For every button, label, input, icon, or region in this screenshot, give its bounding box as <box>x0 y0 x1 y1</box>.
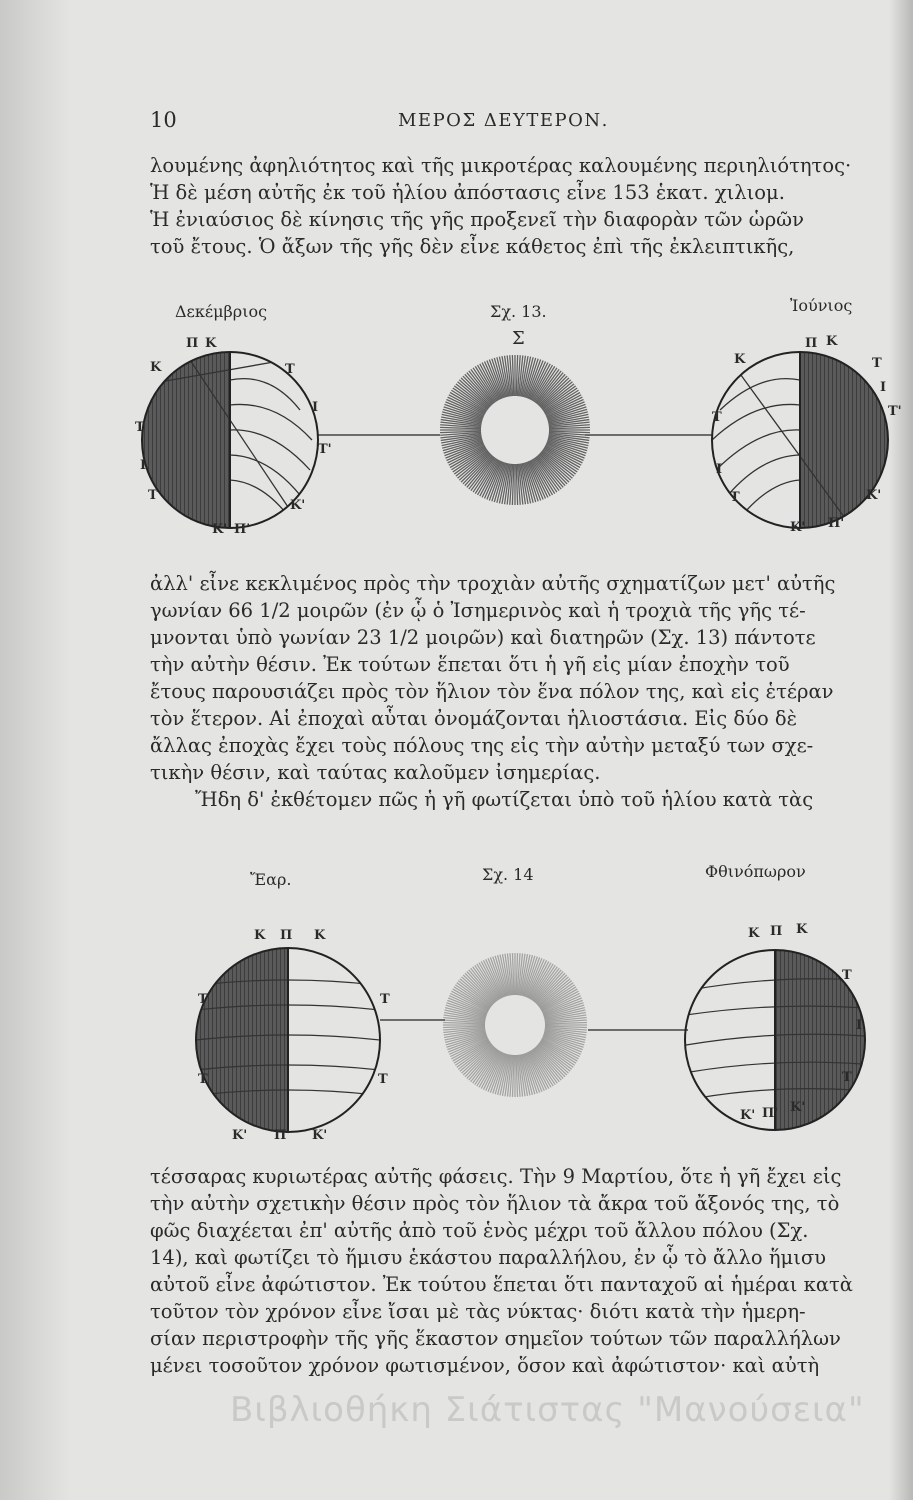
text-line: μνονται ὑπὸ γωνίαν 23 1/2 μοιρῶν) καὶ διατηρῶν (Σχ. 13) πάντοτε <box>150 626 816 649</box>
globe-label: Π' <box>274 1128 291 1143</box>
text-line: τέσσαρας κυριωτέρας αὐτῆς φάσεις. Τὴν 9 Μαρτίου, ὅτε ἡ γῆ ἔχει εἰς <box>150 1165 842 1188</box>
page-number: 10 <box>150 108 177 132</box>
globe-label: Ι <box>880 380 887 395</box>
globe-label: Ι <box>140 458 147 473</box>
globe-label: Π <box>805 336 818 351</box>
text-line: τὸν ἕτερον. Αἱ ἐποχαὶ αὗται ὀνομάζονται ἡλιοστάσια. Εἰς δύο δὲ <box>150 707 798 730</box>
globe-label: Π' <box>828 516 845 531</box>
globe-label: Π <box>770 924 783 939</box>
figure-13-right-label: Ἰούνιος <box>790 296 853 315</box>
globe-label: Π <box>186 336 199 351</box>
text-line: τὴν αὐτὴν σχετικὴν θέσιν πρὸς τὸν ἥλιον τὰ ἄκρα τοῦ ἄξονός της, τὸ <box>150 1192 840 1215</box>
globe-label: Κ <box>254 928 266 943</box>
text-line: τοῦ ἔτους. Ὁ ἄξων τῆς γῆς δὲν εἶνε κάθετος ἐπὶ τῆς ἐκλειπτικῆς, <box>150 235 795 258</box>
text-line: ἔτους παρουσιάζει πρὸς τὸν ἥλιον τὸν ἕνα πόλον της, καὶ εἰς ἑτέραν <box>150 680 834 703</box>
globe-label: Τ <box>872 356 882 371</box>
text-line: τοῦτον τὸν χρόνον εἶνε ἴσαι μὲ τὰς νύκτας· διότι κατὰ τὴν ἡμερη- <box>150 1300 806 1323</box>
sun-icon <box>443 953 587 1097</box>
globe-label: Π' <box>234 522 251 537</box>
globe-label: Κ' <box>290 498 306 513</box>
globe-label: Κ <box>826 334 838 349</box>
globe-label: Κ <box>205 336 217 351</box>
text-line: ἀλλ' εἶνε κεκλιμένος πρὸς τὴν τροχιὰν αὐτῆς σχηματίζων μετ' αὐτῆς <box>150 572 836 595</box>
globe-label: Κ' <box>790 1100 806 1115</box>
globe-label: Κ <box>734 352 746 367</box>
text-line: τικὴν θέσιν, καὶ ταύτας καλοῦμεν ἰσημερίας. <box>150 761 601 784</box>
text-line: Ἤδη δ' ἐκθέτομεν πῶς ἡ γῆ φωτίζεται ὑπὸ τοῦ ἡλίου κατὰ τὰς <box>195 788 814 811</box>
figure-14-right-label: Φθινόπωρον <box>705 862 806 881</box>
globe-label: Κ <box>150 360 162 375</box>
globe-label: Τ <box>842 1070 852 1085</box>
text-line: Ἡ ἐνιαύσιος δὲ κίνησις τῆς γῆς προξενεῖ τὴν διαφορὰν τῶν ὡρῶν <box>150 208 804 231</box>
globe-label: Τ <box>198 1072 208 1087</box>
globe-label: Π <box>280 928 293 943</box>
globe-label: Τ <box>712 410 722 425</box>
text-line: σίαν περιστροφὴν τῆς γῆς ἕκαστον σημεῖον τούτων τῶν παραλλήλων <box>150 1327 841 1350</box>
globe-label: Κ <box>796 922 808 937</box>
sun-label: Σ <box>512 328 525 349</box>
running-title: ΜΕΡΟΣ ΔΕΥΤΕΡΟΝ. <box>398 110 609 131</box>
text-line: γωνίαν 66 1/2 μοιρῶν (ἐν ᾧ ὁ Ἰσημερινὸς καὶ ἡ τροχιὰ τῆς γῆς τέ- <box>150 599 806 622</box>
text-line: λουμένης ἀφηλιότητος καὶ τῆς μικροτέρας καλουμένης περιηλιότητος· <box>150 154 852 177</box>
figure-13-caption: Σχ. 13. <box>490 302 547 321</box>
globe-label: Κ <box>748 926 760 941</box>
paragraph-3 <box>150 1163 880 1379</box>
figure-13-left-label: Δεκέμβριος <box>175 302 268 321</box>
globe-label: Τ' <box>888 404 902 419</box>
text-line: μένει τοσοῦτον χρόνον φωτισμένον, ὅσον καὶ ἀφώτιστον· καὶ αὐτὴ <box>150 1354 820 1377</box>
globe-label: Ι <box>856 1018 863 1033</box>
library-watermark: Βιβλιοθήκη Σιάτιστας "Μανούσεια" <box>230 1390 865 1430</box>
globe-label: Κ <box>314 928 326 943</box>
globe-label: Τ <box>730 490 740 505</box>
globe-label: Τ <box>148 488 158 503</box>
globe-label: Τ <box>285 362 295 377</box>
figure-14-caption: Σχ. 14 <box>482 865 534 884</box>
globe-label: Τ <box>842 968 852 983</box>
globe-label: Κ' <box>232 1128 248 1143</box>
figure-14-left-label: Ἔαρ. <box>250 870 292 889</box>
globe-label: Τ <box>380 992 390 1007</box>
text-line: αὐτοῦ εἶνε ἀφώτιστον. Ἐκ τούτου ἕπεται ὅτι πανταχοῦ αἱ ἡμέραι κατὰ <box>150 1273 853 1296</box>
globe-label: Ι <box>716 462 723 477</box>
text-line: 14), καὶ φωτίζει τὸ ἥμισυ ἑκάστου παραλλήλου, ἐν ᾧ τὸ ἄλλο ἥμισυ <box>150 1246 827 1269</box>
globe-label: Κ' <box>866 488 882 503</box>
globe-label: Ι <box>312 400 319 415</box>
globe-label: Π' <box>762 1106 779 1121</box>
globe-label: Κ' <box>790 520 806 535</box>
text-line: Ἡ δὲ μέση αὐτῆς ἐκ τοῦ ἡλίου ἀπόστασις εἶνε 153 ἑκατ. χιλιομ. <box>150 181 785 204</box>
globe-label: Τ' <box>318 442 332 457</box>
globe-label: Κ' <box>312 1128 328 1143</box>
globe-label: Κ' <box>212 522 228 537</box>
globe-label: Τ <box>198 992 208 1007</box>
globe-label: Τ <box>378 1072 388 1087</box>
text-line: ἄλλας ἐποχὰς ἔχει τοὺς πόλους της εἰς τὴν αὐτὴν μεταξύ των σχε- <box>150 734 814 757</box>
text-line: τὴν αὐτὴν θέσιν. Ἐκ τούτων ἕπεται ὅτι ἡ γῆ εἰς μίαν ἐποχὴν τοῦ <box>150 653 790 676</box>
spring-globe <box>190 940 380 1140</box>
globe-label: Κ' <box>740 1108 756 1123</box>
text-line: φῶς διαχέεται ἐπ' αὐτῆς ἀπὸ τοῦ ἑνὸς μέχρι τοῦ ἄλλου πόλου (Σχ. <box>150 1219 809 1242</box>
globe-label: Τ <box>135 420 145 435</box>
